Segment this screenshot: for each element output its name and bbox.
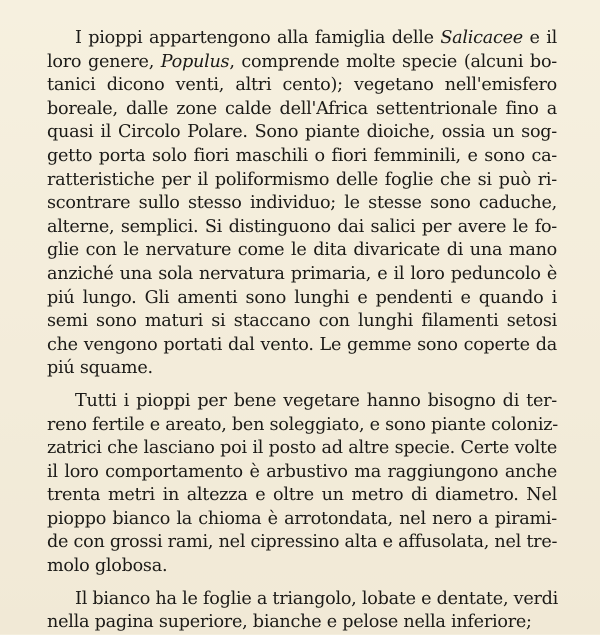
italic-term: Populus — [160, 51, 230, 72]
text-line — [47, 98, 557, 122]
paragraph — [47, 588, 557, 635]
text-segment: tanici dicono venti, altri cento); vegetano nell'emisfero — [47, 75, 557, 96]
text-line — [47, 74, 557, 98]
paragraph — [47, 27, 557, 381]
text-segment: ratteristiche per il poliformismo delle foglie che si può ri- — [47, 169, 557, 190]
text-segment: molo globosa. — [47, 556, 168, 577]
text-segment: Il bianco ha le foglie a triangolo, lobate e dentate, verdi — [75, 588, 559, 609]
text-segment: il loro comportamento è arbustivo ma raggiungono anche — [47, 461, 557, 482]
text-segment: nella pagina superiore, bianche e pelose nella inferiore; — [47, 612, 532, 633]
text-line — [47, 51, 557, 75]
text-line — [47, 414, 557, 438]
text-segment: e il — [522, 28, 557, 48]
text-segment: quasi il Circolo Polare. Sono piante dioiche, ossia un sog- — [47, 122, 557, 143]
text-segment: anziché una sola nervatura primaria, e il loro peduncolo è — [47, 263, 557, 284]
text-line — [47, 588, 557, 612]
text-segment: zatrici che lasciano poi il posto ad altre specie. Certe volte — [47, 438, 557, 459]
text-line — [47, 239, 557, 263]
text-segment: che vengono portati dal vento. Le gemme sono coperte da — [47, 334, 557, 355]
text-segment: reno fertile e areato, ben soleggiato, e sono piante coloniz- — [47, 414, 558, 435]
text-line — [47, 145, 557, 169]
text-segment: boreale, dalle zone calde dell'Africa settentrionale fino a — [47, 98, 557, 119]
text-line — [47, 484, 557, 508]
italic-term: Salicacee — [440, 28, 523, 48]
text-segment: de con grossi rami, nel cipressino alta e affusolata, nel tre- — [47, 532, 558, 553]
text-line — [47, 611, 557, 635]
paragraph — [47, 390, 557, 579]
text-line — [47, 390, 557, 414]
text-line — [47, 334, 557, 358]
text-line — [47, 216, 557, 240]
body-text — [47, 27, 557, 635]
text-segment: semi sono maturi si staccano con lunghi filamenti setosi — [47, 311, 557, 332]
text-segment: , comprende molte specie (alcuni bo- — [229, 51, 557, 72]
text-segment: trenta metri in altezza e oltre un metro di diametro. Nel — [47, 485, 557, 506]
text-line — [47, 357, 557, 381]
text-segment: piú lungo. Gli amenti sono lunghi e pendenti e quando i — [47, 287, 557, 308]
text-segment: I pioppi appartengono alla famiglia delle — [75, 28, 441, 48]
text-line — [47, 461, 557, 485]
text-segment: glie con le nervature come le dita divaricate di una mano — [47, 240, 557, 261]
text-line — [47, 287, 557, 311]
text-line — [47, 192, 557, 216]
text-line — [47, 27, 557, 51]
text-segment: Tutti i pioppi per bene vegetare hanno bisogno di ter- — [75, 390, 557, 411]
text-segment: alterne, semplici. Si distinguono dai salici per avere le fo- — [47, 216, 557, 237]
text-line — [47, 531, 557, 555]
text-segment: scontrare sullo stesso individuo; le stesse sono caduche, — [47, 193, 557, 214]
text-segment: getto porta solo fiori maschili o fiori femminili, e sono ca- — [47, 145, 557, 166]
text-line — [47, 310, 557, 334]
text-segment: loro genere, — [47, 51, 161, 72]
text-line — [47, 169, 557, 193]
text-line — [47, 121, 557, 145]
text-line — [47, 437, 557, 461]
text-segment: piú squame. — [47, 358, 153, 379]
text-line — [47, 508, 557, 532]
text-line — [47, 263, 557, 287]
text-line — [47, 555, 557, 579]
text-segment: pioppo bianco la chioma è arrotondata, nel nero a pirami- — [47, 508, 557, 529]
